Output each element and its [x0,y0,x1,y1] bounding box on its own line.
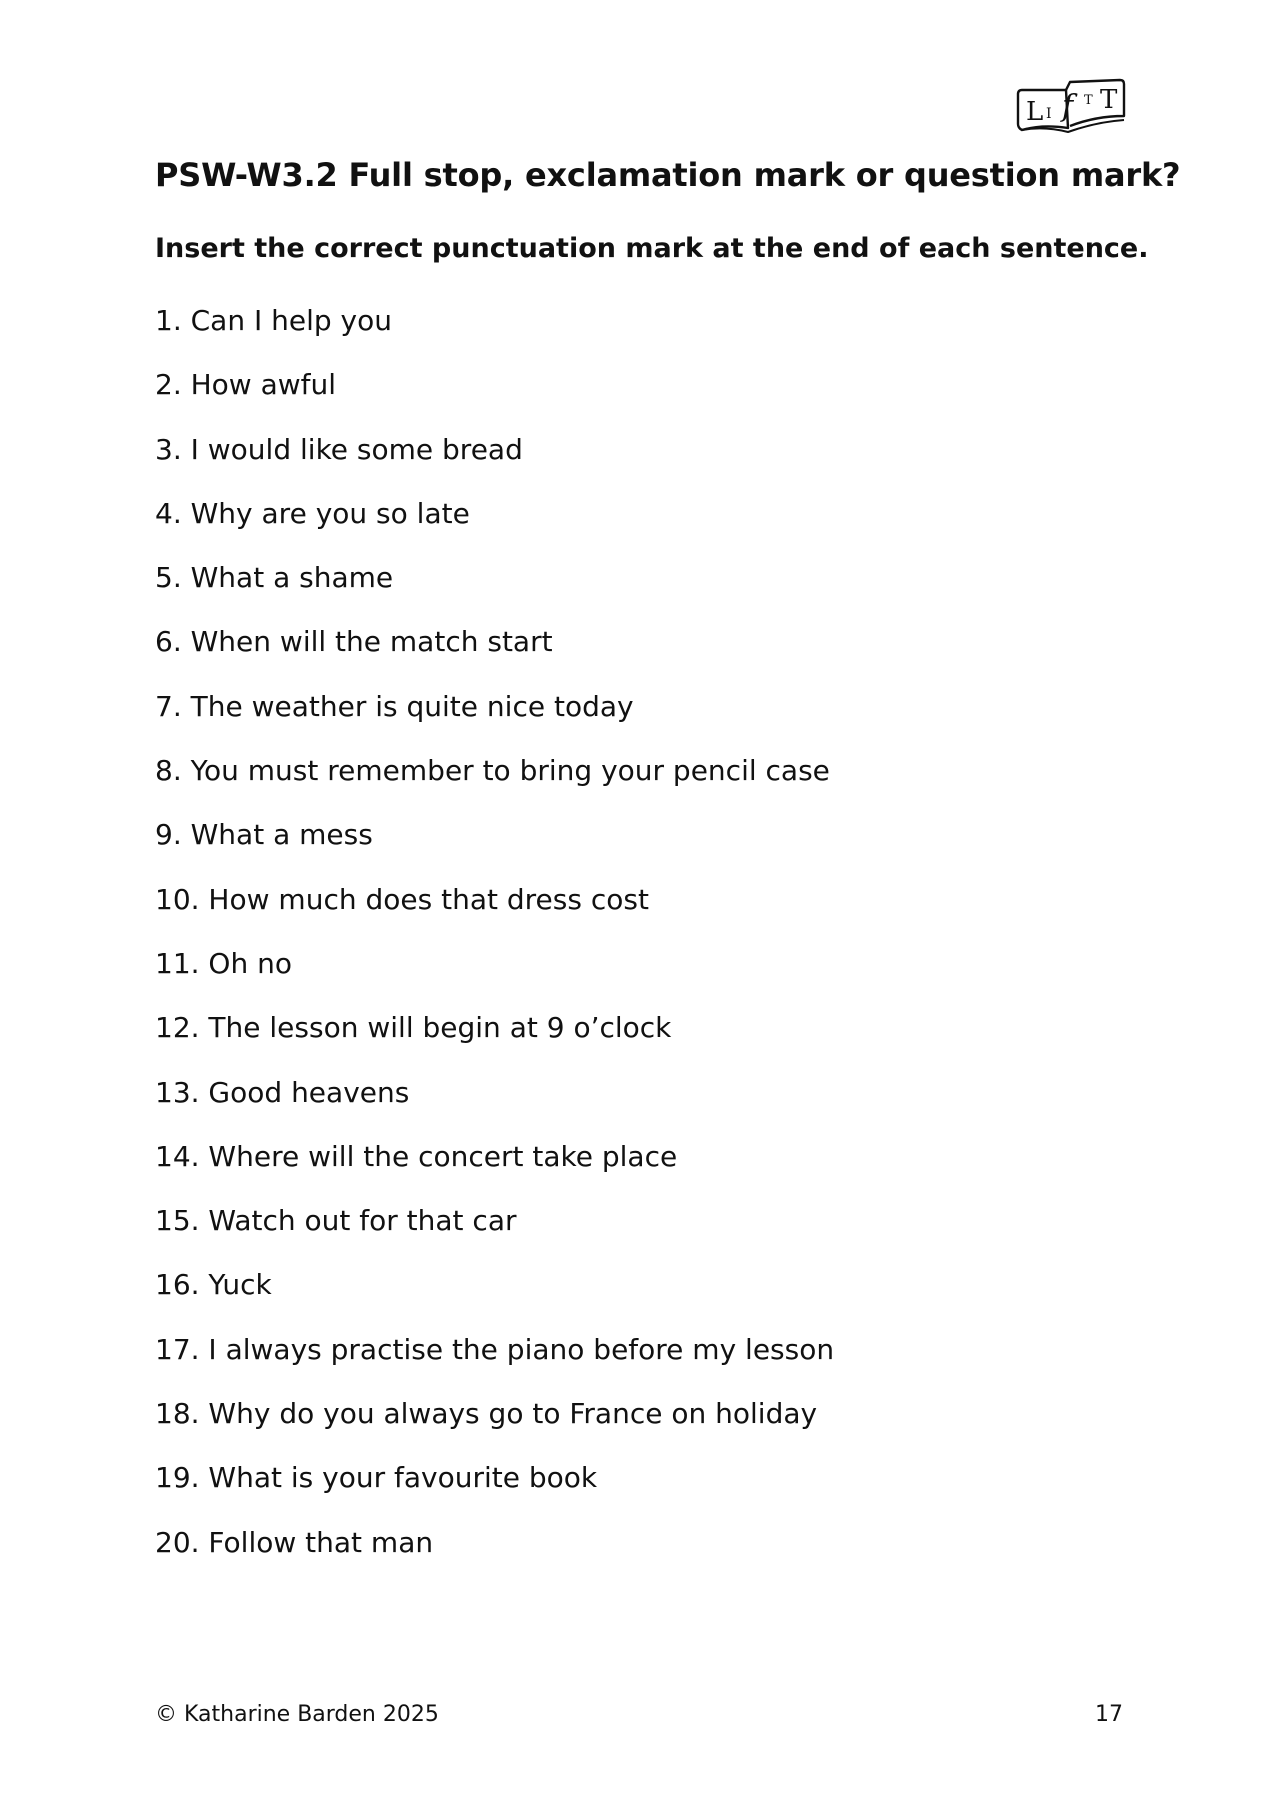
question-item: 14. Where will the concert take place [155,1139,678,1173]
question-item: 18. Why do you always go to France on holiday [155,1397,818,1431]
question-item: 4. Why are you so late [155,496,470,530]
question-item: 13. Good heavens [155,1075,410,1109]
question-item: 19. What is your favourite book [155,1461,598,1495]
page-number: 17 [1095,1702,1123,1727]
question-item: 6. When will the match start [155,625,553,659]
copyright-notice: © Katharine Barden 2025 [155,1702,439,1727]
svg-text:T: T [1084,93,1093,108]
question-item: 3. I would like some bread [155,432,523,466]
question-item: 2. How awful [155,368,337,402]
question-item: 16. Yuck [155,1268,272,1302]
svg-text:L: L [1026,97,1044,127]
question-item: 20. Follow that man [155,1525,434,1559]
question-item: 12. The lesson will begin at 9 o’clock [155,1011,672,1045]
question-list [155,302,834,1588]
worksheet-title: PSW-W3.2 Full stop, exclamation mark or question mark? [155,156,1181,194]
question-item: 5. What a shame [155,561,394,595]
svg-text:I: I [1046,106,1052,122]
question-item: 9. What a mess [155,818,373,852]
svg-text:f: f [1062,89,1074,124]
lift-logo [1012,76,1128,140]
question-item: 10. How much does that dress cost [155,882,649,916]
question-item: 8. You must remember to bring your pencil case [155,754,830,788]
svg-text:T: T [1100,85,1118,115]
question-item: 17. I always practise the piano before my lesson [155,1332,835,1366]
question-item: 1. Can I help you [155,304,393,337]
question-item: 15. Watch out for that car [155,1204,517,1238]
instruction-text: Insert the correct punctuation mark at the end of each sentence. [155,233,1149,264]
question-item: 11. Oh no [155,946,292,980]
question-item: 7. The weather is quite nice today [155,689,634,723]
